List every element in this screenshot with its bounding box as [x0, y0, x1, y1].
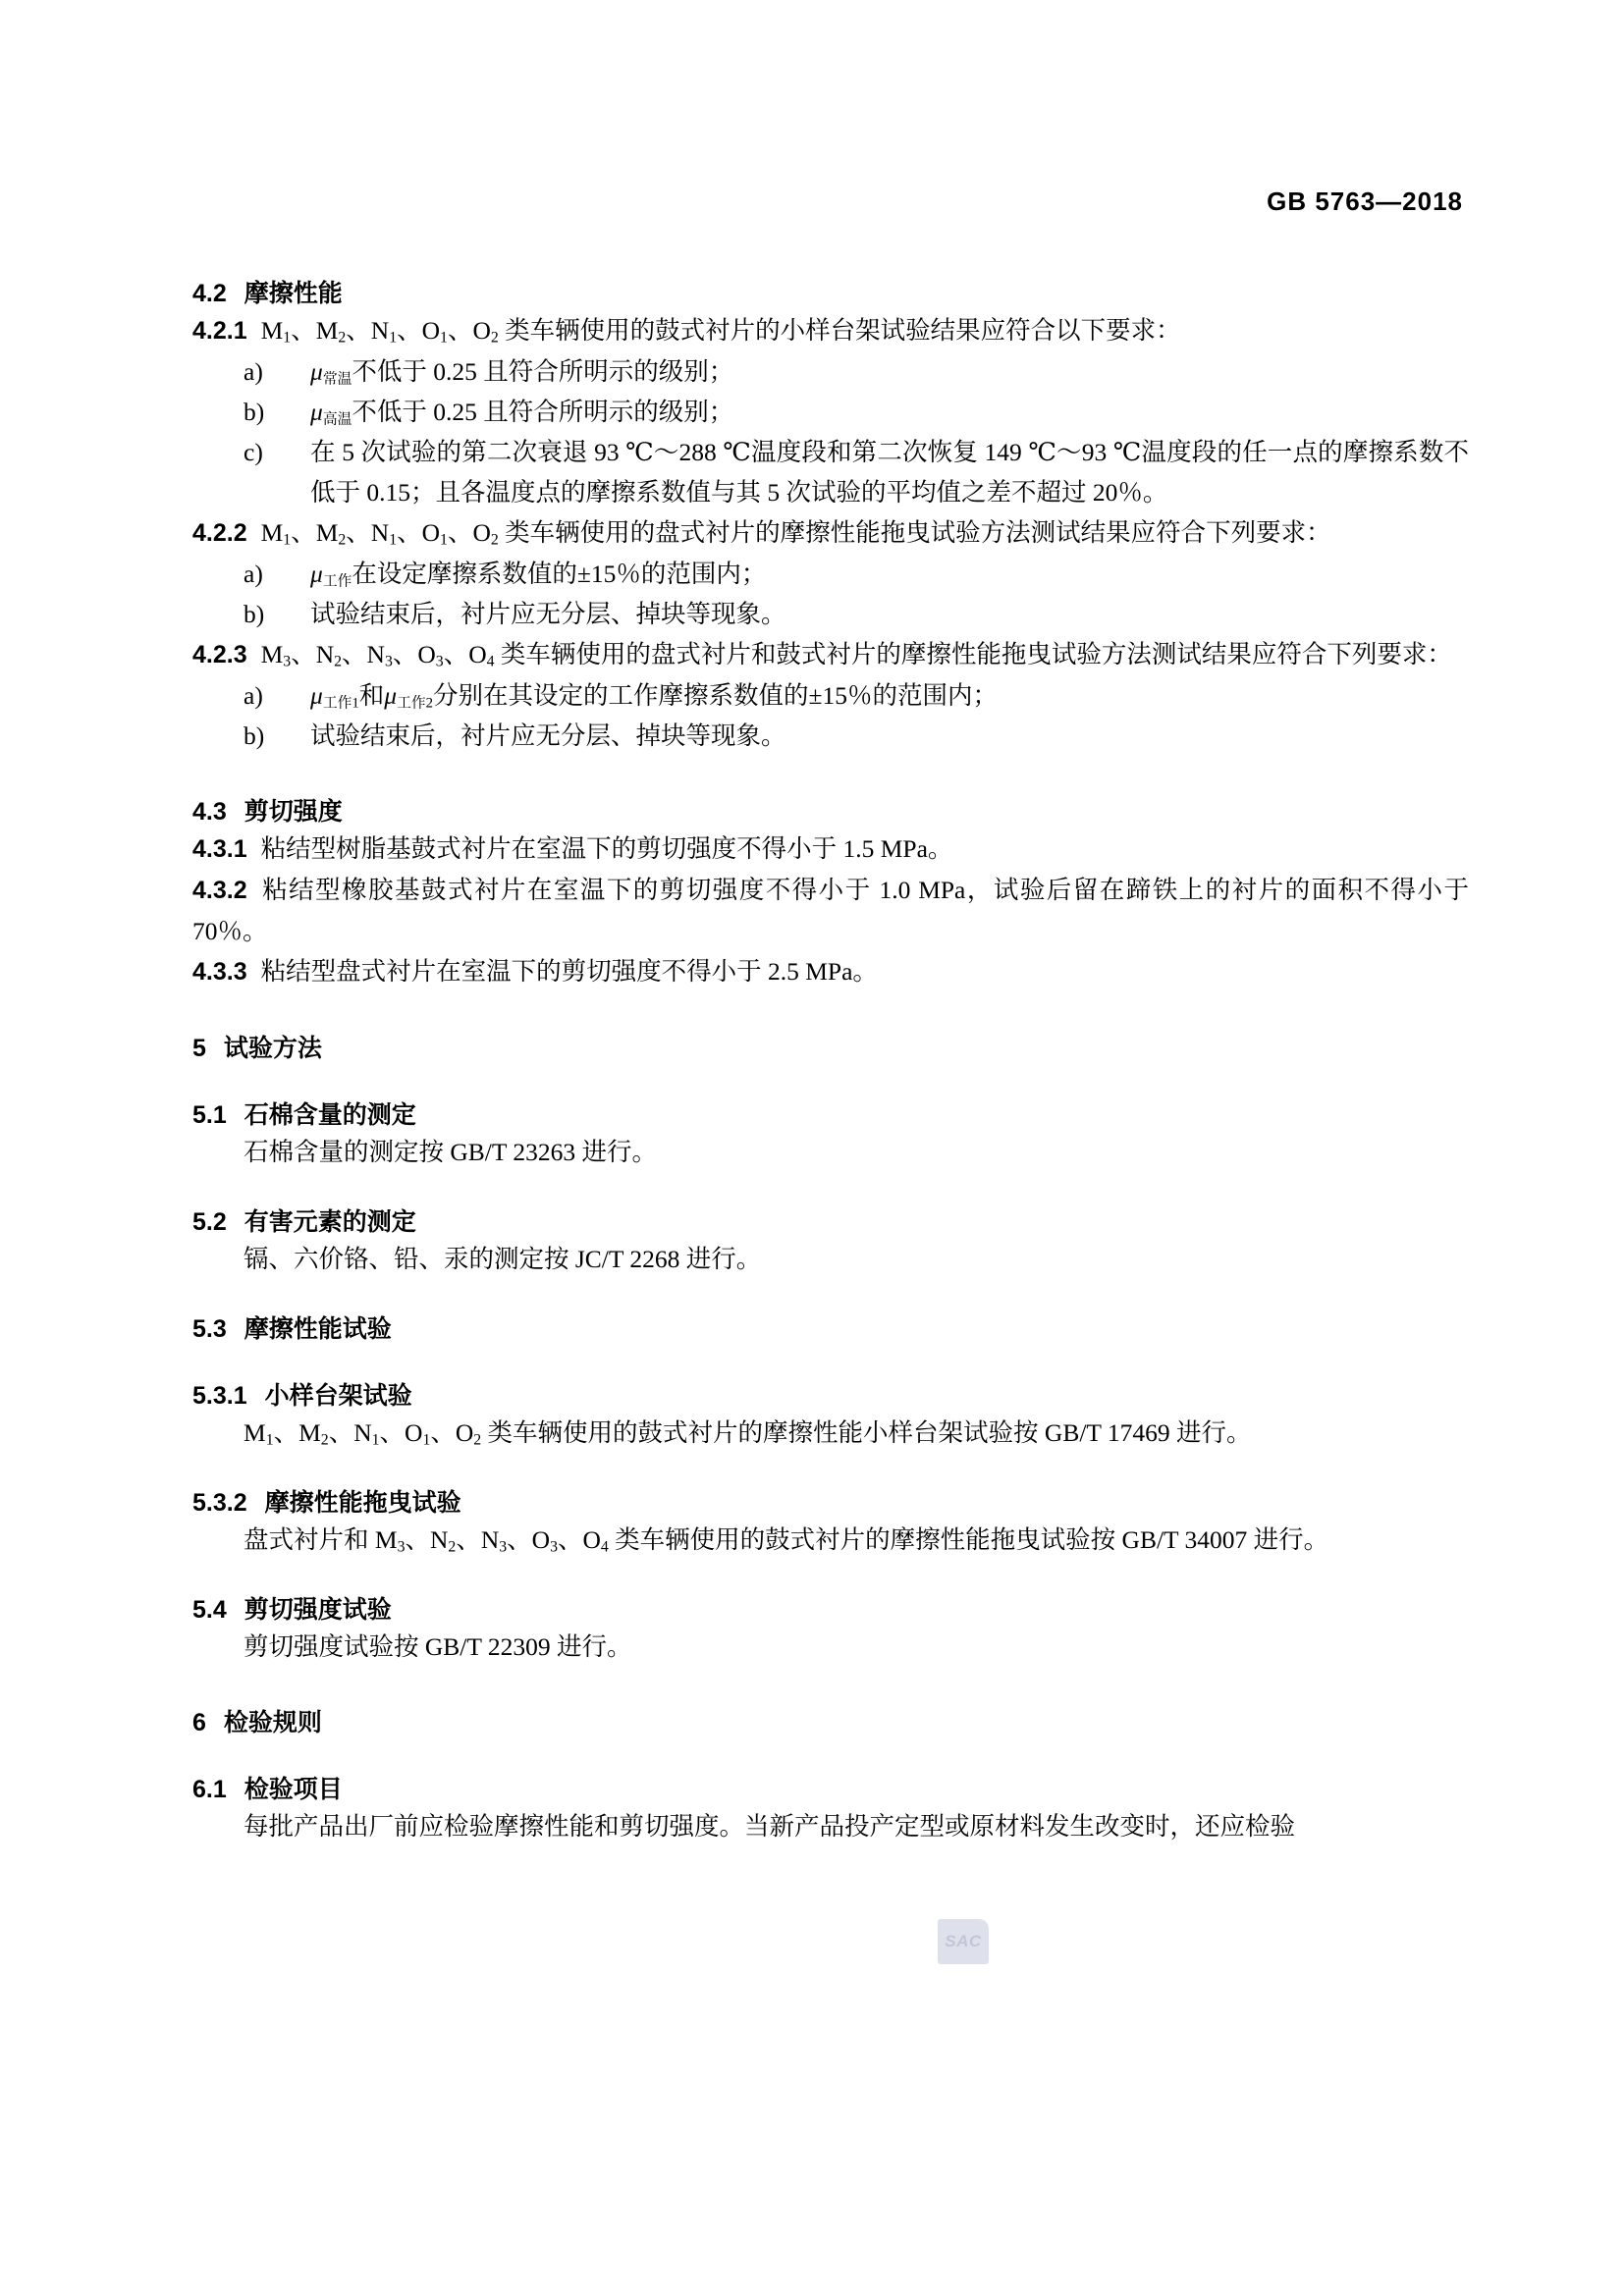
mu-subscript: 高温 — [322, 411, 352, 428]
clause-4-2-3-text: 类车辆使用的盘式衬片和鼓式衬片的摩擦性能拖曳试验方法测试结果应符合下列要求： — [500, 640, 1452, 668]
heading-6-1-number: 6.1 — [192, 1776, 227, 1803]
item-text-a: 不低于 0.25 且符合所明示的级别； — [352, 357, 734, 386]
list-4-2-2 — [192, 554, 1469, 634]
mu-symbol: μ — [310, 560, 323, 588]
heading-4-2-title: 摩擦性能 — [244, 280, 343, 307]
list-item-4-2-3-a — [192, 675, 1469, 716]
mu-subscript-1: 工作1 — [322, 695, 359, 712]
heading-5-3 — [192, 1312, 1469, 1346]
mu-subscript-2: 工作2 — [397, 695, 434, 712]
paragraph-5-3-1-text: 类车辆使用的鼓式衬片的摩擦性能小样台架试验按 GB/T 17469 进行。 — [487, 1418, 1252, 1447]
item-label-b: b) — [244, 721, 265, 750]
mu-symbol: μ — [310, 357, 323, 386]
item-label-a: a) — [244, 560, 263, 588]
heading-4-3-title: 剪切强度 — [244, 798, 343, 826]
paragraph-5-3-2-text: 类车辆使用的鼓式衬片的摩擦性能拖曳试验按 GB/T 34007 进行。 — [615, 1525, 1329, 1554]
paragraph-5-3-2 — [192, 1520, 1469, 1560]
clause-4-3-1-number: 4.3.1 — [192, 835, 247, 863]
heading-5-2-title: 有害元素的测定 — [244, 1208, 416, 1236]
heading-4-2-number: 4.2 — [192, 280, 227, 307]
clause-4-3-2-number: 4.3.2 — [192, 877, 247, 904]
item-text-a: 在设定摩擦系数值的±15％的范围内； — [352, 560, 767, 588]
paragraph-5-3-1 — [192, 1413, 1469, 1453]
heading-5-number: 5 — [192, 1035, 206, 1062]
item-text-b: 不低于 0.25 且符合所明示的级别； — [352, 398, 734, 426]
heading-5-3-2 — [192, 1486, 1469, 1520]
paragraph-6-1: 每批产品出厂前应检验摩擦性能和剪切强度。当新产品投产定型或原材料发生改变时，还应检验 — [244, 1812, 1296, 1841]
clause-4-3-1-text: 粘结型树脂基鼓式衬片在室温下的剪切强度不得小于 1.5 MPa。 — [260, 834, 953, 863]
item-label-b: b) — [244, 398, 265, 426]
vehicle-class-group-a: $M_1$、$M_2$、$N_1$、$O_1$、$O_2$ — [244, 1418, 482, 1449]
clause-4-2-1-number: 4.2.1 — [192, 317, 247, 345]
clause-4-3-3-text: 粘结型盘式衬片在室温下的剪切强度不得小于 2.5 MPa。 — [260, 957, 878, 986]
heading-6-1 — [192, 1773, 1469, 1806]
list-item-4-2-3-b — [192, 716, 1469, 756]
item-text-c: 在 5 次试验的第二次衰退 93 ℃～288 ℃温度段和第二次恢复 149 ℃～93 ℃温度段的任一点的摩擦系数不低于 0.15；且各温度点的摩擦系数值与其 5 次试验的平均值之差不超过 20％。 — [310, 438, 1469, 507]
heading-5-4-title: 剪切强度试验 — [244, 1596, 392, 1624]
heading-6-1-title: 检验项目 — [244, 1776, 343, 1803]
standard-code: GB 5763—2018 — [1267, 187, 1463, 216]
list-4-2-1 — [192, 351, 1469, 512]
clause-4-3-3 — [192, 951, 1469, 992]
paragraph-5-3-2-prefix: 盘式衬片和 — [244, 1525, 375, 1554]
heading-4-3-number: 4.3 — [192, 798, 227, 826]
clause-4-2-3-number: 4.2.3 — [192, 641, 247, 668]
mu-symbol-2: μ — [384, 681, 398, 710]
heading-4-2 — [192, 277, 1469, 310]
heading-5-4-number: 5.4 — [192, 1596, 227, 1624]
heading-6 — [192, 1706, 1469, 1739]
paragraph-5-2: 镉、六价铬、铅、汞的测定按 JC/T 2268 进行。 — [244, 1245, 762, 1273]
item-label-c: c) — [244, 438, 263, 466]
item-text-conjunction: 和 — [358, 681, 385, 710]
heading-5-2-number: 5.2 — [192, 1208, 227, 1236]
heading-5-1-number: 5.1 — [192, 1101, 227, 1129]
item-text-b: 试验结束后，衬片应无分层、掉块等现象。 — [310, 721, 786, 750]
clause-4-3-1 — [192, 828, 1469, 870]
paragraph-5-4: 剪切强度试验按 GB/T 22309 进行。 — [244, 1632, 632, 1661]
list-item-4-2-1-a — [192, 351, 1469, 392]
heading-5-title: 试验方法 — [223, 1035, 322, 1062]
clause-4-2-3 — [192, 634, 1469, 675]
vehicle-class-group-a: $M_1$、$M_2$、$N_1$、$O_1$、$O_2$ — [260, 316, 499, 347]
list-item-4-2-1-b — [192, 392, 1469, 432]
heading-5 — [192, 1032, 1469, 1065]
clause-4-2-2-text: 类车辆使用的盘式衬片的摩擦性能拖曳试验方法测试结果应符合下列要求： — [505, 518, 1331, 547]
item-text-b: 试验结束后，衬片应无分层、掉块等现象。 — [310, 600, 786, 628]
item-label-a: a) — [244, 357, 263, 386]
sac-watermark-label: SAC — [945, 1932, 982, 1950]
clause-4-2-1 — [192, 310, 1469, 351]
heading-5-4 — [192, 1593, 1469, 1627]
clause-4-2-1-text: 类车辆使用的鼓式衬片的小样台架试验结果应符合以下要求： — [505, 316, 1181, 345]
vehicle-class-group-b: $M_3$、$N_2$、$N_3$、$O_3$、$O_4$ — [374, 1525, 609, 1556]
running-header — [0, 187, 1463, 217]
heading-5-3-2-number: 5.3.2 — [192, 1489, 247, 1517]
list-item-4-2-1-c — [192, 432, 1469, 512]
item-label-a: a) — [244, 681, 263, 710]
paragraph-5-1: 石棉含量的测定按 GB/T 23263 进行。 — [244, 1138, 657, 1166]
page-body-column — [192, 277, 1469, 1846]
heading-4-3 — [192, 795, 1469, 828]
mu-symbol: μ — [310, 398, 323, 426]
heading-6-number: 6 — [192, 1709, 206, 1736]
heading-5-1 — [192, 1098, 1469, 1132]
mu-symbol: μ — [310, 681, 323, 710]
mu-subscript: 常温 — [322, 371, 352, 388]
heading-5-3-title: 摩擦性能试验 — [244, 1315, 392, 1343]
list-4-2-3 — [192, 675, 1469, 756]
item-label-b: b) — [244, 600, 265, 628]
heading-5-3-1 — [192, 1379, 1469, 1413]
heading-5-3-2-title: 摩擦性能拖曳试验 — [264, 1489, 461, 1517]
mu-subscript: 工作 — [322, 573, 352, 590]
vehicle-class-group-b: $M_3$、$N_2$、$N_3$、$O_3$、$O_4$ — [260, 640, 495, 670]
heading-5-3-number: 5.3 — [192, 1315, 227, 1343]
heading-5-3-1-title: 小样台架试验 — [264, 1382, 412, 1410]
heading-6-title: 检验规则 — [223, 1709, 322, 1736]
list-item-4-2-2-a — [192, 554, 1469, 594]
heading-5-2 — [192, 1205, 1469, 1239]
heading-5-3-1-number: 5.3.1 — [192, 1382, 247, 1410]
list-item-4-2-2-b — [192, 594, 1469, 634]
clause-4-3-2 — [192, 870, 1469, 951]
vehicle-class-group-a: $M_1$、$M_2$、$N_1$、$O_1$、$O_2$ — [260, 518, 499, 549]
heading-5-1-title: 石棉含量的测定 — [244, 1101, 416, 1129]
item-text-a: 分别在其设定的工作摩擦系数值的±15％的范围内； — [433, 681, 999, 710]
clause-4-2-2 — [192, 512, 1469, 554]
clause-4-2-2-number: 4.2.2 — [192, 519, 247, 547]
sac-watermark — [938, 1919, 989, 1964]
clause-4-3-3-number: 4.3.3 — [192, 958, 247, 986]
clause-4-3-2-text: 粘结型橡胶基鼓式衬片在室温下的剪切强度不得小于 1.0 MPa，试验后留在蹄铁上的衬片的面积不得小于 70％。 — [192, 876, 1469, 945]
